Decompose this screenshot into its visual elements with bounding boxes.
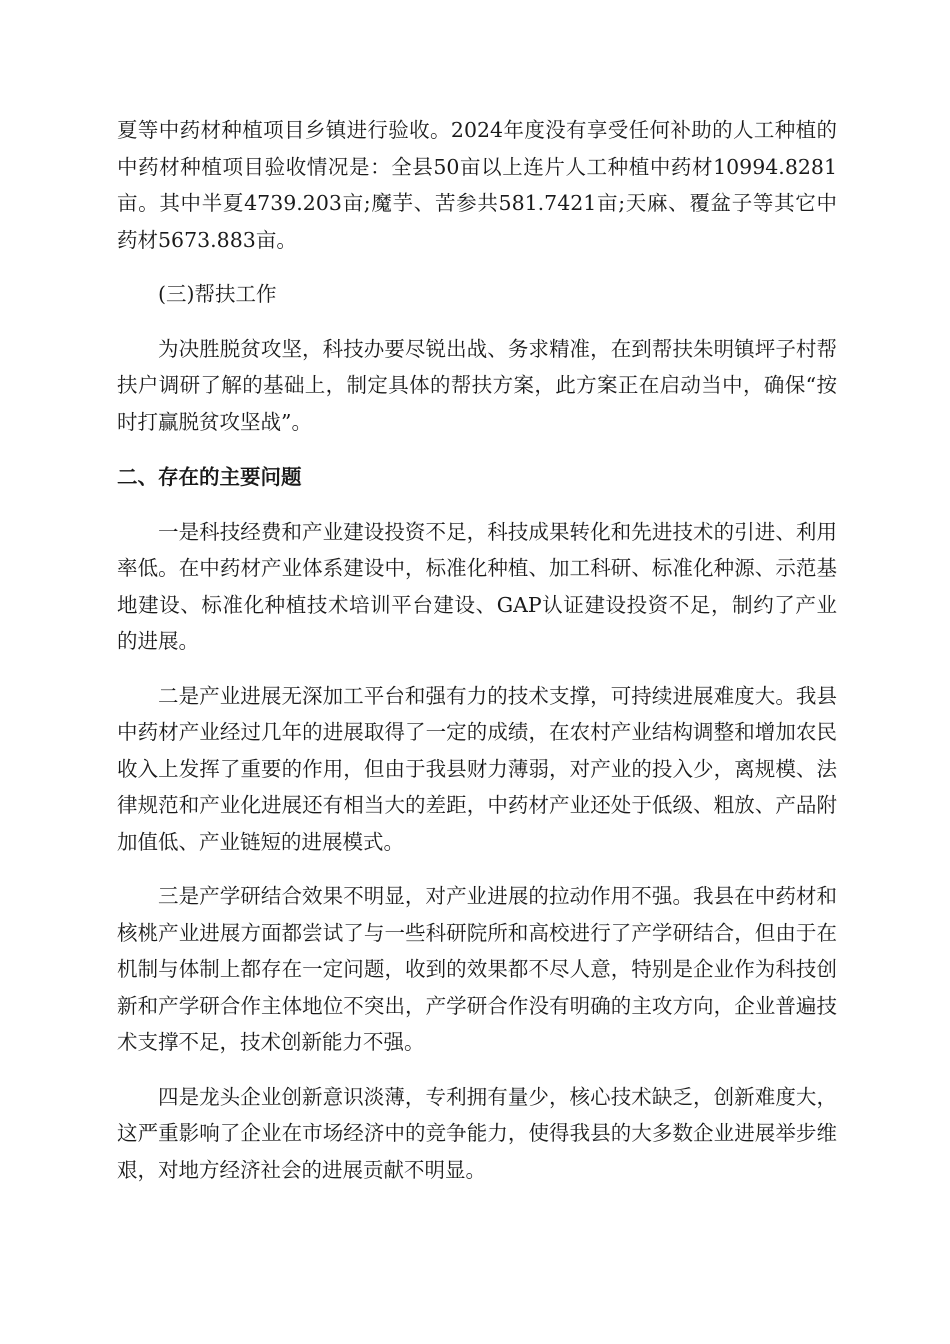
- section-heading-main-problems: 二、存在的主要问题: [117, 465, 302, 489]
- paragraph-problem-two: 二是产业进展无深加工平台和强有力的技术支撑，可持续进展难度大。我县中药材产业经过几年的进展取得了一定的成绩，在农村产业结构调整和增加农民收入上发挥了重要的作用，但由于我县财力薄弱，对产业的投入少，离规模、法律规范和产业化进展还有相当大的差距，中药材产业还处于低级、粗放、产品附加值低、产业链短的进展模式。: [117, 683, 837, 854]
- paragraph-acceptance-summary: 夏等中药材种植项目乡镇进行验收。2024年度没有享受任何补助的人工种植的中药材种植项目验收情况是：全县50亩以上连片人工种植中药材10994.8281亩。其中半夏4739.203亩;魔芋、苦参共581.7421亩;天麻、覆盆子等其它中药材5673.883亩。: [117, 118, 837, 252]
- paragraph-problem-three: 三是产学研结合效果不明显，对产业进展的拉动作用不强。我县在中药材和核桃产业进展方面都尝试了与一些科研院所和高校进行了产学研结合，但由于在机制与体制上都存在一定问题，收到的效果都不尽人意，特别是企业作为科技创新和产学研合作主体地位不突出，产学研合作没有明确的主攻方向，企业普遍技术支撑不足，技术创新能力不强。: [117, 884, 837, 1054]
- paragraph-problem-one: 一是科技经费和产业建设投资不足，科技成果转化和先进技术的引进、利用率低。在中药材产业体系建设中，标准化种植、加工科研、标准化种源、示范基地建设、标准化种植技术培训平台建设、GAP认证建设投资不足，制约了产业的进展。: [117, 519, 837, 653]
- document-page: [117, 112, 837, 1188]
- paragraph-problem-four: 四是龙头企业创新意识淡薄，专利拥有量少，核心技术缺乏，创新难度大，这严重影响了企业在市场经济中的竞争能力，使得我县的大多数企业进展举步维艰，对地方经济社会的进展贡献不明显。: [117, 1084, 837, 1182]
- paragraph-assistance-plan: 为决胜脱贫攻坚，科技办要尽锐出战、务求精准，在到帮扶朱明镇坪子村帮扶户调研了解的基础上，制定具体的帮扶方案，此方案正在启动当中，确保“按时打赢脱贫攻坚战”。: [117, 336, 837, 434]
- subheading-assistance-work: (三)帮扶工作: [158, 282, 277, 306]
